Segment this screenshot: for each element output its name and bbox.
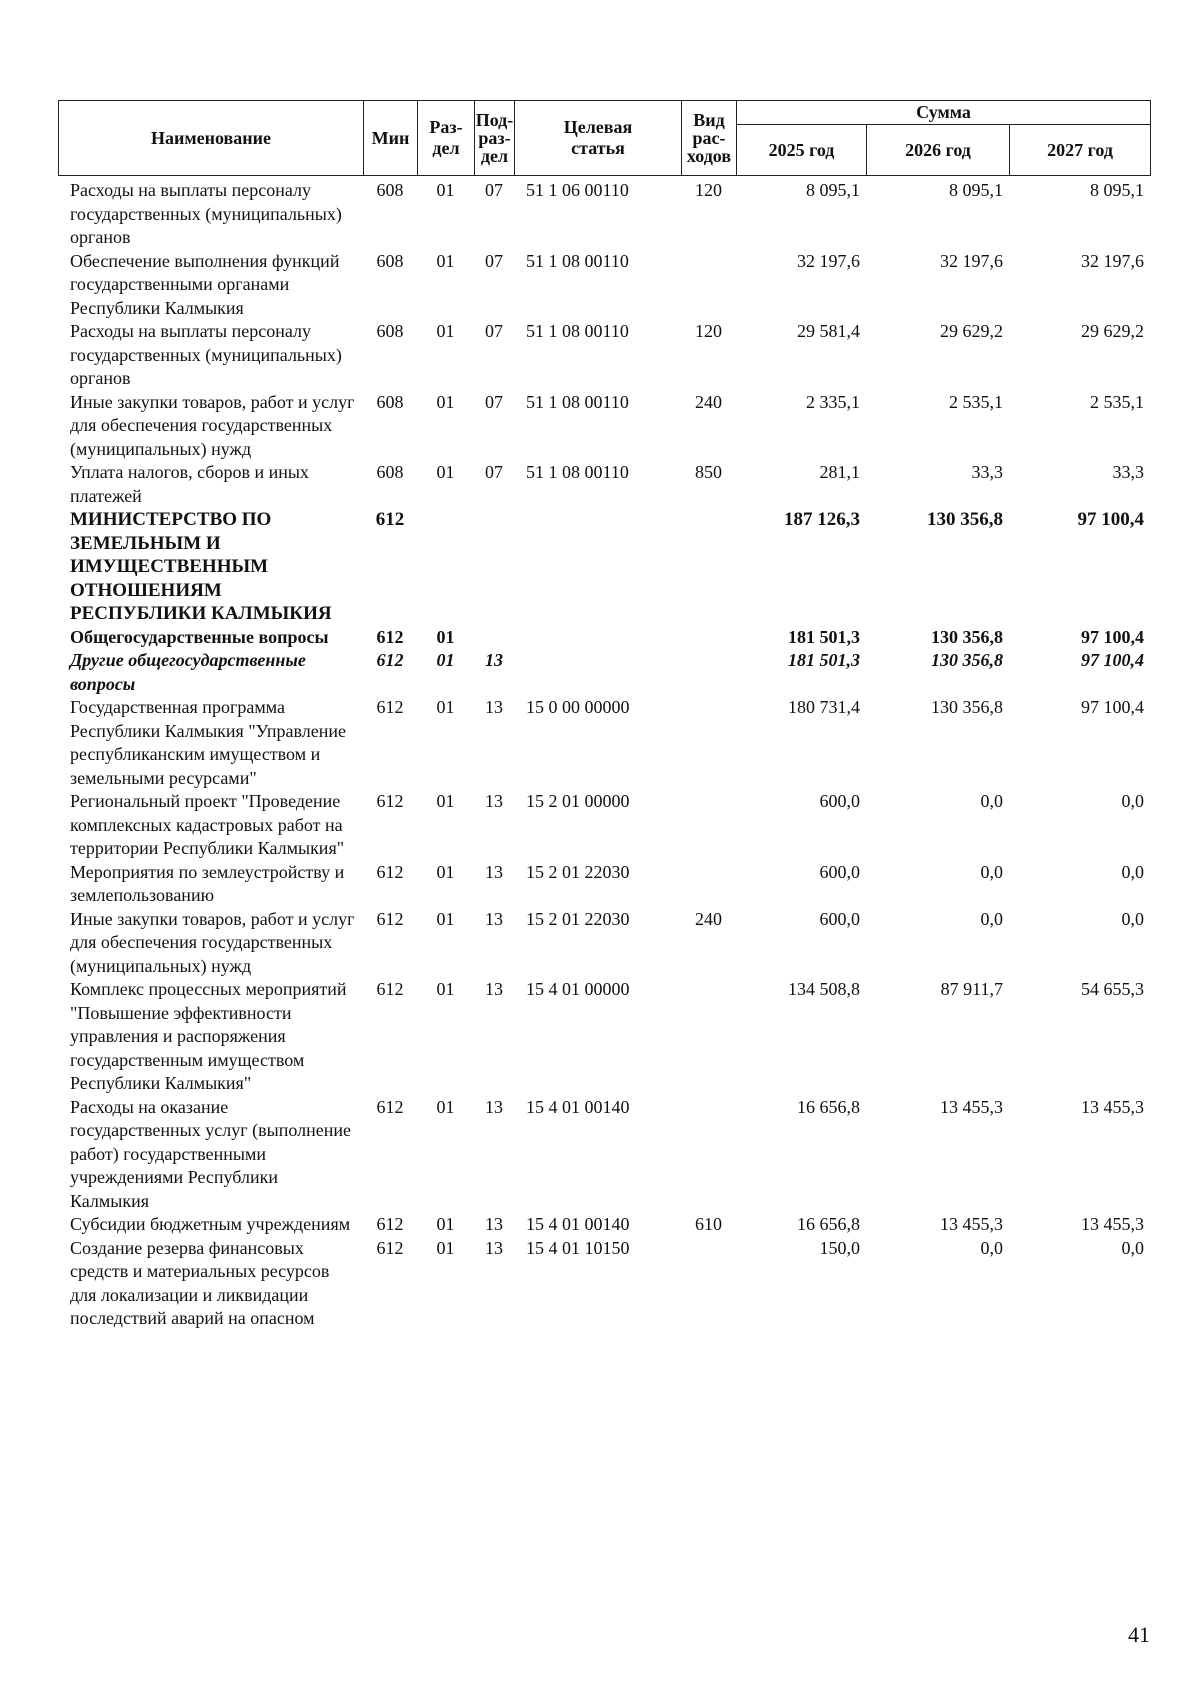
row-sum-2025: 32 197,6: [797, 250, 860, 271]
row-sum-2026: 0,0: [980, 908, 1003, 929]
row-name: Региональный проект "Проведение комплексных кадастровых работ на территории Республики Калмыкия": [70, 791, 345, 858]
row-podrazdel: 13: [485, 791, 503, 811]
row-sum-2027: 97 100,4: [1077, 509, 1144, 530]
row-name: Обеспечение выполнения функций государственными органами Республики Калмыкия: [70, 250, 340, 318]
row-min: 608: [376, 250, 404, 271]
table-row: [58, 790, 1150, 861]
row-name: Общегосударственные вопросы: [70, 626, 329, 647]
table-row: [58, 978, 1150, 1096]
row-min: 612: [376, 979, 404, 999]
row-podrazdel: 13: [485, 1214, 503, 1234]
row-sum-2026: 8 095,1: [949, 180, 1003, 200]
table-row: [58, 626, 1150, 650]
table-row: [58, 861, 1150, 908]
row-sum-2027: 29 629,2: [1081, 321, 1144, 341]
row-vid: [681, 626, 736, 650]
row-name: МИНИСТЕРСТВО ПО ЗЕМЕЛЬНЫМ И ИМУЩЕСТВЕННЫМ ОТНОШЕНИЯМ РЕСПУБЛИКИ КАЛМЫКИЯ: [70, 509, 332, 624]
row-target: [514, 649, 681, 696]
row-podrazdel: 13: [485, 650, 503, 670]
row-sum-2025: 16 656,8: [797, 1096, 860, 1117]
row-razdel: 01: [436, 180, 455, 200]
header-summa: Сумма: [737, 101, 1151, 125]
row-name: Уплата налогов, сборов и иных платежей: [70, 462, 309, 506]
row-sum-2025: 600,0: [819, 861, 860, 882]
row-sum-2025: 181 501,3: [788, 626, 860, 647]
row-sum-2025: 2 335,1: [806, 391, 860, 412]
row-target: [514, 626, 681, 650]
row-sum-2025: 29 581,4: [797, 321, 860, 341]
table-row: [58, 1096, 1150, 1214]
row-sum-2027: 97 100,4: [1081, 626, 1144, 647]
row-sum-2027: 0,0: [1121, 861, 1144, 882]
row-sum-2026: 130 356,8: [931, 626, 1003, 647]
row-podrazdel: 13: [485, 979, 503, 999]
row-sum-2025: 181 501,3: [788, 650, 860, 670]
row-target: 51 1 08 00110: [526, 462, 629, 482]
row-min: 608: [376, 321, 404, 341]
row-sum-2027: 0,0: [1121, 791, 1144, 811]
row-vid: 610: [695, 1214, 722, 1234]
row-sum-2027: 0,0: [1121, 908, 1144, 929]
header-name: Наименование: [59, 101, 364, 176]
row-sum-2026: 32 197,6: [940, 250, 1003, 271]
header-2027: 2027 год: [1010, 125, 1151, 176]
row-sum-2027: 97 100,4: [1081, 697, 1144, 717]
row-sum-2026: 87 911,7: [940, 979, 1003, 999]
row-sum-2027: 54 655,3: [1081, 979, 1144, 999]
row-razdel: 01: [436, 908, 455, 929]
row-vid: 120: [695, 321, 722, 341]
row-sum-2025: 600,0: [819, 908, 860, 929]
row-name: Государственная программа Республики Калмыкия "Управление республиканским имуществом и земельными ресурсами": [70, 697, 346, 788]
table-row: [58, 391, 1150, 462]
row-target: 15 4 01 00140: [526, 1214, 630, 1234]
row-target: 15 0 00 00000: [526, 697, 630, 717]
row-name: Расходы на выплаты персоналу государственных (муниципальных) органов: [70, 321, 342, 388]
row-min: 612: [376, 861, 404, 882]
row-name: Субсидии бюджетным учреждениям: [70, 1214, 351, 1234]
table-row: [58, 461, 1150, 508]
row-razdel: 01: [436, 697, 455, 717]
row-min: 612: [376, 626, 404, 647]
table-row: [58, 250, 1150, 321]
row-vid: [681, 978, 736, 1096]
row-sum-2027: 97 100,4: [1081, 650, 1144, 670]
row-razdel: 01: [436, 1214, 455, 1234]
row-podrazdel: 07: [485, 180, 503, 200]
row-sum-2026: 2 535,1: [949, 391, 1003, 412]
row-vid: [681, 649, 736, 696]
row-razdel: 01: [436, 1237, 455, 1258]
row-sum-2027: 0,0: [1121, 1237, 1144, 1258]
row-name: Другие общегосударственные вопросы: [70, 650, 306, 694]
row-name: Иные закупки товаров, работ и услуг для обеспечения государственных (муниципальных) нужд: [70, 908, 355, 976]
row-target: 15 4 01 00000: [526, 979, 630, 999]
row-min: 612: [375, 509, 405, 530]
row-name: Создание резерва финансовых средств и материальных ресурсов для локализации и ликвидации последствий аварий на опасном: [70, 1237, 330, 1328]
row-podrazdel: 13: [485, 697, 503, 717]
table-header: [58, 100, 1151, 176]
row-podrazdel: 07: [485, 462, 503, 482]
row-min: 612: [376, 908, 404, 929]
row-sum-2025: 281,1: [819, 462, 860, 482]
row-sum-2025: 187 126,3: [784, 509, 860, 530]
header-target: Целевая статья: [515, 101, 682, 176]
table-row: [58, 1213, 1150, 1237]
row-min: 608: [376, 391, 404, 412]
row-sum-2025: 8 095,1: [806, 180, 860, 200]
table-row: [58, 696, 1150, 790]
row-target: 15 4 01 00140: [526, 1096, 630, 1117]
row-min: 612: [376, 1237, 404, 1258]
row-razdel: 01: [436, 250, 455, 271]
row-sum-2027: 13 455,3: [1081, 1096, 1144, 1117]
row-min: 612: [376, 1096, 404, 1117]
row-podrazdel: 13: [485, 1237, 503, 1258]
row-razdel: 01: [436, 462, 455, 482]
row-name: Мероприятия по землеустройству и землепользованию: [70, 861, 345, 905]
row-name: Расходы на оказание государственных услуг (выполнение работ) государственными учреждениями Республики Калмыкия: [70, 1096, 351, 1211]
header-2025: 2025 год: [737, 125, 867, 176]
row-target: 51 1 08 00110: [526, 250, 629, 271]
header-2026: 2026 год: [867, 125, 1010, 176]
header-vid: Вид рас- ходов: [682, 101, 737, 176]
table-row: [58, 649, 1150, 696]
row-sum-2026: 13 455,3: [940, 1096, 1003, 1117]
row-sum-2026: 13 455,3: [940, 1214, 1003, 1234]
row-razdel: 01: [436, 791, 455, 811]
row-target: 15 2 01 22030: [526, 861, 630, 882]
page-number: 41: [1128, 1622, 1150, 1647]
row-vid: 240: [695, 908, 722, 929]
row-razdel: [417, 508, 474, 626]
table-row: [58, 179, 1150, 250]
row-vid: [681, 1096, 736, 1214]
row-podrazdel: 07: [485, 250, 503, 271]
row-podrazdel: 13: [485, 1096, 503, 1117]
row-vid: [681, 861, 736, 908]
row-target: 51 1 08 00110: [526, 321, 629, 341]
header-min: Мин: [364, 101, 418, 176]
header-podrazdel: Под- раз- дел: [475, 101, 515, 176]
row-vid: [681, 696, 736, 790]
row-vid: 240: [695, 391, 722, 412]
row-sum-2025: 600,0: [819, 791, 860, 811]
row-target: 15 2 01 22030: [526, 908, 630, 929]
row-name: Иные закупки товаров, работ и услуг для обеспечения государственных (муниципальных) нужд: [70, 391, 355, 459]
row-sum-2025: 180 731,4: [788, 697, 860, 717]
row-sum-2026: 130 356,8: [927, 509, 1003, 530]
row-podrazdel: [474, 626, 514, 650]
row-name: Комплекс процессных мероприятий "Повышение эффективности управления и распоряжения государственным имуществом Республики Калмыкия": [70, 979, 347, 1093]
row-sum-2025: 16 656,8: [797, 1214, 860, 1234]
row-podrazdel: 07: [485, 391, 503, 412]
row-razdel: 01: [436, 650, 455, 670]
row-min: 612: [376, 697, 404, 717]
row-sum-2025: 134 508,8: [788, 979, 860, 999]
row-min: 608: [376, 180, 404, 200]
row-razdel: 01: [436, 861, 455, 882]
row-razdel: 01: [436, 626, 455, 647]
row-razdel: 01: [436, 1096, 455, 1117]
row-razdel: 01: [436, 391, 455, 412]
row-podrazdel: 07: [485, 321, 503, 341]
row-vid: [681, 790, 736, 861]
row-vid: [681, 508, 736, 626]
row-min: 612: [376, 650, 404, 670]
row-podrazdel: 13: [485, 908, 503, 929]
row-sum-2027: 2 535,1: [1090, 391, 1144, 412]
row-vid: 120: [695, 180, 722, 200]
row-target: [514, 508, 681, 626]
row-min: 608: [376, 462, 404, 482]
row-sum-2027: 8 095,1: [1090, 180, 1144, 200]
row-sum-2027: 13 455,3: [1081, 1214, 1144, 1234]
row-podrazdel: 13: [485, 861, 503, 882]
table-row: [58, 1237, 1150, 1331]
row-min: 612: [376, 1214, 404, 1234]
row-vid: 850: [695, 462, 722, 482]
table-row: [58, 908, 1150, 979]
row-sum-2026: 130 356,8: [931, 650, 1003, 670]
row-min: 612: [376, 791, 404, 811]
row-sum-2026: 0,0: [980, 1237, 1003, 1258]
row-vid: [681, 250, 736, 321]
row-sum-2027: 32 197,6: [1081, 250, 1144, 271]
row-target: 15 2 01 00000: [526, 791, 630, 811]
table-row: [58, 508, 1150, 626]
row-razdel: 01: [436, 321, 455, 341]
row-podrazdel: [474, 508, 514, 626]
row-razdel: 01: [436, 979, 455, 999]
row-vid: [681, 1237, 736, 1331]
row-target: 15 4 01 10150: [526, 1237, 630, 1258]
row-name: Расходы на выплаты персоналу государственных (муниципальных) органов: [70, 180, 342, 247]
row-sum-2025: 150,0: [819, 1237, 860, 1258]
row-sum-2027: 33,3: [1112, 462, 1144, 482]
table-row: [58, 320, 1150, 391]
row-target: 51 1 08 00110: [526, 391, 629, 412]
row-sum-2026: 29 629,2: [940, 321, 1003, 341]
header-razdel: Раз- дел: [418, 101, 475, 176]
row-sum-2026: 0,0: [980, 861, 1003, 882]
row-sum-2026: 33,3: [971, 462, 1003, 482]
budget-table: [58, 179, 1150, 1331]
row-sum-2026: 130 356,8: [931, 697, 1003, 717]
row-sum-2026: 0,0: [980, 791, 1003, 811]
row-target: 51 1 06 00110: [526, 180, 629, 200]
